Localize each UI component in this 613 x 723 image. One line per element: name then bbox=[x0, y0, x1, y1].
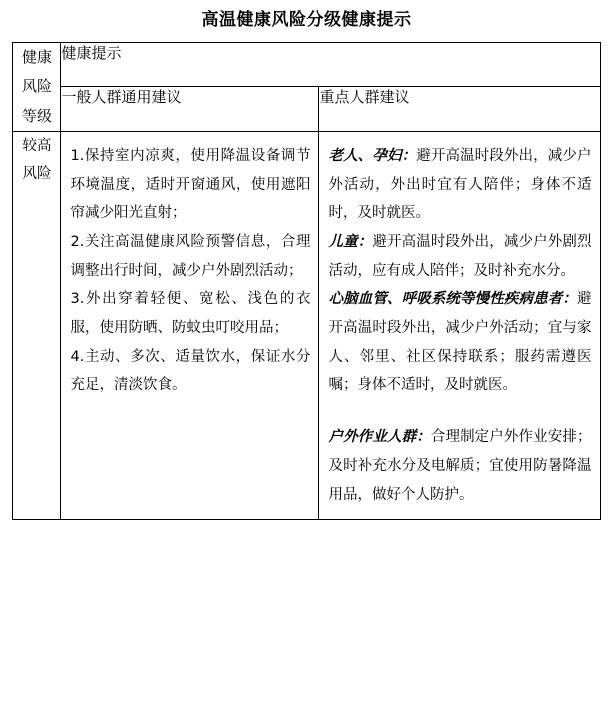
general-advice-item-3: 3.外出穿着轻便、宽松、浅色的衣服，使用防晒、防蚊虫叮咬用品； bbox=[70, 291, 311, 337]
general-advice-item-2: 2.关注高温健康风险预警信息，合理调整出行时间，减少户外剧烈活动； bbox=[70, 233, 311, 279]
header-cell-general-advice: 一般人群通用建议 bbox=[61, 87, 319, 131]
key-group-lead-children: 儿童： bbox=[328, 233, 373, 250]
table-header-row bbox=[13, 43, 600, 87]
key-group-text-children: 避开高温时段外出，减少户外剧烈活动，应有成人陪伴；及时补充水分。 bbox=[328, 233, 592, 279]
key-group-text-outdoor-workers: 合理制定户外作业安排；及时补充水分及电解质；宜使用防暑降温用品，做好个人防护。 bbox=[328, 429, 592, 503]
header-risk-level-line-3: 等级 bbox=[21, 106, 52, 125]
cell-key-group-advice bbox=[319, 131, 600, 520]
key-group-item-chronic-disease bbox=[328, 285, 591, 400]
key-group-advice-list bbox=[319, 132, 599, 520]
key-group-item-outdoor-workers bbox=[328, 423, 591, 509]
general-advice-item-4: 4.主动、多次、适量饮水，保证水分充足，清淡饮食。 bbox=[70, 348, 311, 394]
header-risk-level-line-1: 健康 bbox=[21, 48, 52, 67]
cell-general-advice bbox=[61, 131, 319, 520]
key-group-text-chronic-disease: 避开高温时段外出，减少户外活动；宜与家人、邻里、社区保持联系；服药需遵医嘱；身体不适时，及时就医。 bbox=[328, 291, 592, 394]
risk-level-line-1: 较高 bbox=[22, 137, 52, 154]
key-group-lead-outdoor-workers: 户外作业人群： bbox=[328, 429, 431, 446]
key-group-item-children bbox=[328, 228, 591, 285]
risk-guidance-table bbox=[12, 42, 600, 520]
header-cell-health-tips: 健康提示 bbox=[61, 43, 600, 87]
risk-level-line-2: 风险 bbox=[22, 166, 52, 183]
header-cell-key-group-advice: 重点人群建议 bbox=[319, 87, 600, 131]
general-advice-item-1: 1.保持室内凉爽，使用降温设备调节环境温度，适时开窗通风，使用遮阳帘减少阳光直射； bbox=[70, 147, 311, 222]
table-subheader-row bbox=[13, 87, 600, 131]
table-row bbox=[13, 131, 600, 520]
cell-risk-level-value bbox=[13, 131, 61, 520]
header-risk-level-line-2: 风险 bbox=[21, 77, 52, 96]
page-title: 高温健康风险分级健康提示 bbox=[201, 10, 412, 30]
key-group-lead-elderly-pregnant: 老人、孕妇： bbox=[328, 147, 417, 164]
general-advice-list bbox=[61, 132, 318, 410]
header-cell-risk-level bbox=[13, 43, 61, 132]
key-group-lead-chronic-disease: 心脑血管、呼吸系统等慢性疾病患者： bbox=[328, 291, 577, 308]
key-group-text-elderly-pregnant: 避开高温时段外出，减少户外活动，外出时宜有人陪伴；身体不适时，及时就医。 bbox=[328, 147, 592, 222]
key-group-item-elderly-pregnant bbox=[328, 142, 591, 228]
